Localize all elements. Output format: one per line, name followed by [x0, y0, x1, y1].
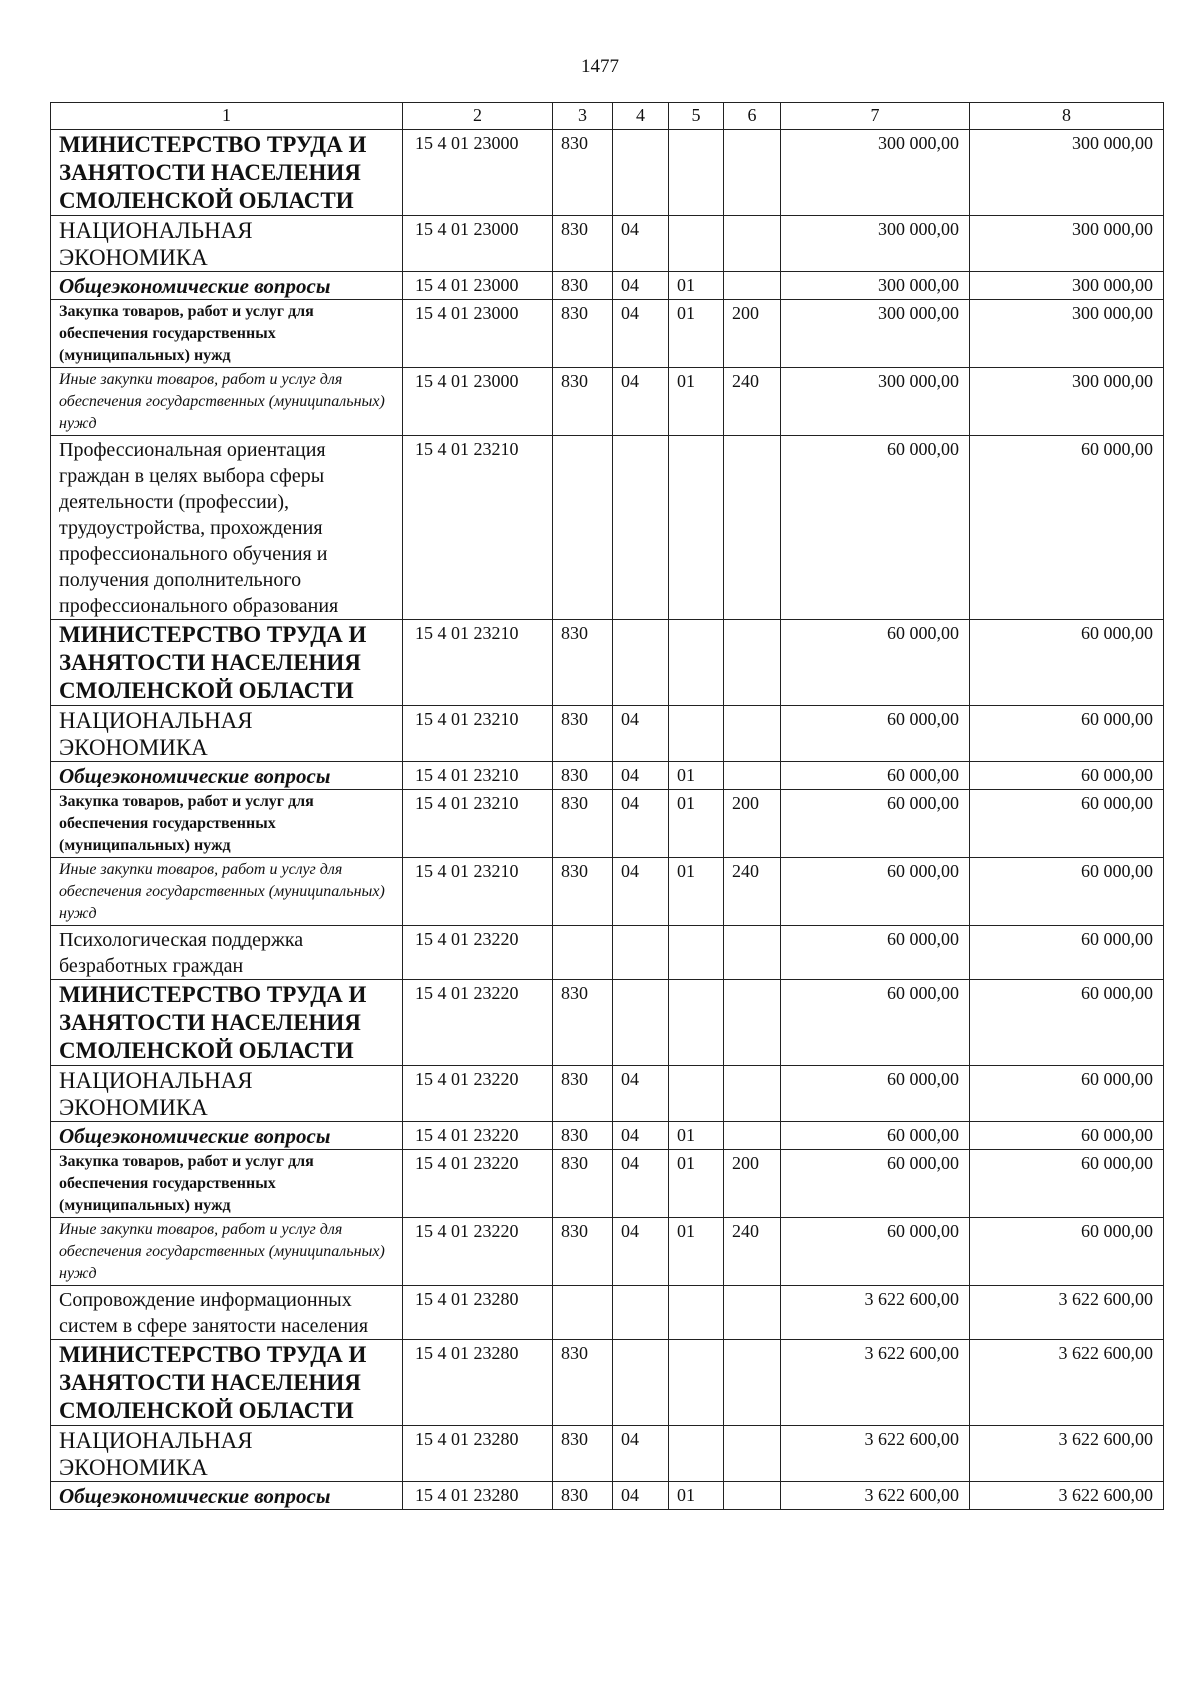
table-row — [51, 620, 1164, 706]
row-name: Закупка товаров, работ и услуг для обеспечения государственных (муниципальных) нужд — [51, 790, 403, 858]
amount-year-2: 60 000,00 — [970, 926, 1164, 980]
target-article-code: 15 4 01 23210 — [403, 762, 553, 790]
ministry-code: 830 — [553, 272, 613, 300]
column-header: 4 — [613, 103, 669, 130]
expense-type-code — [724, 272, 781, 300]
table-row — [51, 706, 1164, 762]
section-code: 04 — [613, 1482, 669, 1510]
amount-year-2: 300 000,00 — [970, 272, 1164, 300]
row-name: Сопровождение информационных систем в сфере занятости населения — [51, 1286, 403, 1340]
table-row — [51, 1122, 1164, 1150]
target-article-code: 15 4 01 23210 — [403, 436, 553, 620]
column-header: 2 — [403, 103, 553, 130]
budget-table — [50, 102, 1164, 1510]
ministry-code: 830 — [553, 368, 613, 436]
amount-year-1: 3 622 600,00 — [781, 1286, 970, 1340]
row-name: Психологическая поддержка безработных граждан — [51, 926, 403, 980]
amount-year-2: 60 000,00 — [970, 1150, 1164, 1218]
amount-year-2: 3 622 600,00 — [970, 1426, 1164, 1482]
ministry-code: 830 — [553, 706, 613, 762]
table-row — [51, 1286, 1164, 1340]
table-row — [51, 300, 1164, 368]
section-code: 04 — [613, 762, 669, 790]
target-article-code: 15 4 01 23000 — [403, 272, 553, 300]
ministry-code: 830 — [553, 1150, 613, 1218]
table-row — [51, 1426, 1164, 1482]
subsection-code: 01 — [669, 790, 724, 858]
expense-type-code — [724, 1426, 781, 1482]
amount-year-1: 60 000,00 — [781, 436, 970, 620]
column-header: 3 — [553, 103, 613, 130]
subsection-code — [669, 216, 724, 272]
section-code — [613, 926, 669, 980]
expense-type-code — [724, 1340, 781, 1426]
row-name: МИНИСТЕРСТВО ТРУДА И ЗАНЯТОСТИ НАСЕЛЕНИЯ СМОЛЕНСКОЙ ОБЛАСТИ — [51, 620, 403, 706]
table-row — [51, 216, 1164, 272]
section-code: 04 — [613, 1150, 669, 1218]
amount-year-2: 60 000,00 — [970, 1066, 1164, 1122]
expense-type-code: 240 — [724, 1218, 781, 1286]
amount-year-2: 60 000,00 — [970, 790, 1164, 858]
subsection-code — [669, 980, 724, 1066]
target-article-code: 15 4 01 23220 — [403, 1066, 553, 1122]
target-article-code: 15 4 01 23210 — [403, 790, 553, 858]
ministry-code: 830 — [553, 762, 613, 790]
amount-year-1: 60 000,00 — [781, 1122, 970, 1150]
target-article-code: 15 4 01 23280 — [403, 1426, 553, 1482]
target-article-code: 15 4 01 23000 — [403, 368, 553, 436]
table-row — [51, 130, 1164, 216]
expense-type-code — [724, 436, 781, 620]
section-code: 04 — [613, 216, 669, 272]
amount-year-1: 300 000,00 — [781, 300, 970, 368]
amount-year-2: 60 000,00 — [970, 706, 1164, 762]
row-name: НАЦИОНАЛЬНАЯ ЭКОНОМИКА — [51, 216, 403, 272]
subsection-code: 01 — [669, 762, 724, 790]
row-name: Иные закупки товаров, работ и услуг для обеспечения государственных (муниципальных) нужд — [51, 858, 403, 926]
ministry-code — [553, 436, 613, 620]
column-header: 5 — [669, 103, 724, 130]
amount-year-1: 300 000,00 — [781, 272, 970, 300]
section-code — [613, 620, 669, 706]
section-code: 04 — [613, 1066, 669, 1122]
amount-year-2: 60 000,00 — [970, 1218, 1164, 1286]
row-name: Общеэкономические вопросы — [51, 1122, 403, 1150]
ministry-code: 830 — [553, 980, 613, 1066]
amount-year-2: 300 000,00 — [970, 368, 1164, 436]
table-body — [51, 130, 1164, 1510]
section-code: 04 — [613, 790, 669, 858]
section-code: 04 — [613, 858, 669, 926]
expense-type-code — [724, 130, 781, 216]
amount-year-2: 60 000,00 — [970, 858, 1164, 926]
expense-type-code — [724, 216, 781, 272]
ministry-code: 830 — [553, 790, 613, 858]
subsection-code: 01 — [669, 1218, 724, 1286]
section-code — [613, 980, 669, 1066]
expense-type-code — [724, 620, 781, 706]
amount-year-1: 60 000,00 — [781, 1218, 970, 1286]
table-row — [51, 1340, 1164, 1426]
expense-type-code: 200 — [724, 1150, 781, 1218]
row-name: Общеэкономические вопросы — [51, 1482, 403, 1510]
amount-year-1: 60 000,00 — [781, 620, 970, 706]
expense-type-code: 200 — [724, 300, 781, 368]
target-article-code: 15 4 01 23280 — [403, 1482, 553, 1510]
amount-year-2: 300 000,00 — [970, 300, 1164, 368]
ministry-code: 830 — [553, 130, 613, 216]
amount-year-1: 60 000,00 — [781, 858, 970, 926]
expense-type-code: 200 — [724, 790, 781, 858]
column-header: 6 — [724, 103, 781, 130]
expense-type-code — [724, 1122, 781, 1150]
table-row — [51, 436, 1164, 620]
subsection-code — [669, 926, 724, 980]
amount-year-1: 300 000,00 — [781, 130, 970, 216]
row-name: Иные закупки товаров, работ и услуг для обеспечения государственных (муниципальных) нужд — [51, 1218, 403, 1286]
amount-year-2: 300 000,00 — [970, 216, 1164, 272]
row-name: НАЦИОНАЛЬНАЯ ЭКОНОМИКА — [51, 706, 403, 762]
expense-type-code: 240 — [724, 368, 781, 436]
subsection-code: 01 — [669, 1482, 724, 1510]
amount-year-1: 60 000,00 — [781, 1150, 970, 1218]
row-name: МИНИСТЕРСТВО ТРУДА И ЗАНЯТОСТИ НАСЕЛЕНИЯ СМОЛЕНСКОЙ ОБЛАСТИ — [51, 130, 403, 216]
amount-year-2: 3 622 600,00 — [970, 1340, 1164, 1426]
row-name: Закупка товаров, работ и услуг для обеспечения государственных (муниципальных) нужд — [51, 300, 403, 368]
amount-year-1: 60 000,00 — [781, 926, 970, 980]
subsection-code — [669, 436, 724, 620]
row-name: МИНИСТЕРСТВО ТРУДА И ЗАНЯТОСТИ НАСЕЛЕНИЯ СМОЛЕНСКОЙ ОБЛАСТИ — [51, 1340, 403, 1426]
table-row — [51, 762, 1164, 790]
section-code — [613, 1286, 669, 1340]
amount-year-2: 60 000,00 — [970, 762, 1164, 790]
row-name: Иные закупки товаров, работ и услуг для обеспечения государственных (муниципальных) нужд — [51, 368, 403, 436]
ministry-code: 830 — [553, 858, 613, 926]
table-row — [51, 1150, 1164, 1218]
expense-type-code — [724, 706, 781, 762]
amount-year-1: 3 622 600,00 — [781, 1426, 970, 1482]
table-row — [51, 926, 1164, 980]
row-name: НАЦИОНАЛЬНАЯ ЭКОНОМИКА — [51, 1426, 403, 1482]
row-name: Общеэкономические вопросы — [51, 762, 403, 790]
target-article-code: 15 4 01 23210 — [403, 620, 553, 706]
table-row — [51, 1218, 1164, 1286]
target-article-code: 15 4 01 23280 — [403, 1286, 553, 1340]
expense-type-code — [724, 1286, 781, 1340]
subsection-code — [669, 1340, 724, 1426]
target-article-code: 15 4 01 23220 — [403, 1150, 553, 1218]
target-article-code: 15 4 01 23220 — [403, 1122, 553, 1150]
amount-year-1: 60 000,00 — [781, 790, 970, 858]
subsection-code: 01 — [669, 272, 724, 300]
ministry-code: 830 — [553, 300, 613, 368]
amount-year-2: 60 000,00 — [970, 980, 1164, 1066]
target-article-code: 15 4 01 23210 — [403, 706, 553, 762]
target-article-code: 15 4 01 23280 — [403, 1340, 553, 1426]
amount-year-1: 60 000,00 — [781, 1066, 970, 1122]
amount-year-2: 60 000,00 — [970, 620, 1164, 706]
table-row — [51, 980, 1164, 1066]
table-row — [51, 790, 1164, 858]
ministry-code: 830 — [553, 620, 613, 706]
ministry-code: 830 — [553, 1122, 613, 1150]
subsection-code: 01 — [669, 858, 724, 926]
amount-year-2: 60 000,00 — [970, 436, 1164, 620]
amount-year-2: 3 622 600,00 — [970, 1286, 1164, 1340]
subsection-code — [669, 706, 724, 762]
expense-type-code — [724, 926, 781, 980]
section-code — [613, 130, 669, 216]
ministry-code — [553, 1286, 613, 1340]
row-name: НАЦИОНАЛЬНАЯ ЭКОНОМИКА — [51, 1066, 403, 1122]
subsection-code: 01 — [669, 300, 724, 368]
ministry-code: 830 — [553, 1482, 613, 1510]
ministry-code: 830 — [553, 1218, 613, 1286]
amount-year-1: 300 000,00 — [781, 368, 970, 436]
row-name: Общеэкономические вопросы — [51, 272, 403, 300]
ministry-code — [553, 926, 613, 980]
section-code — [613, 436, 669, 620]
amount-year-2: 3 622 600,00 — [970, 1482, 1164, 1510]
expense-type-code — [724, 762, 781, 790]
column-header: 8 — [970, 103, 1164, 130]
expense-type-code — [724, 1066, 781, 1122]
table-row — [51, 1066, 1164, 1122]
section-code: 04 — [613, 1122, 669, 1150]
target-article-code: 15 4 01 23210 — [403, 858, 553, 926]
section-code: 04 — [613, 1218, 669, 1286]
section-code: 04 — [613, 368, 669, 436]
table-row — [51, 272, 1164, 300]
subsection-code: 01 — [669, 1122, 724, 1150]
row-name: МИНИСТЕРСТВО ТРУДА И ЗАНЯТОСТИ НАСЕЛЕНИЯ СМОЛЕНСКОЙ ОБЛАСТИ — [51, 980, 403, 1066]
amount-year-2: 60 000,00 — [970, 1122, 1164, 1150]
subsection-code — [669, 1426, 724, 1482]
column-header: 1 — [51, 103, 403, 130]
subsection-code: 01 — [669, 368, 724, 436]
amount-year-2: 300 000,00 — [970, 130, 1164, 216]
target-article-code: 15 4 01 23220 — [403, 1218, 553, 1286]
column-header: 7 — [781, 103, 970, 130]
subsection-code — [669, 130, 724, 216]
amount-year-1: 3 622 600,00 — [781, 1340, 970, 1426]
expense-type-code — [724, 980, 781, 1066]
table-row — [51, 1482, 1164, 1510]
target-article-code: 15 4 01 23000 — [403, 300, 553, 368]
expense-type-code: 240 — [724, 858, 781, 926]
ministry-code: 830 — [553, 1066, 613, 1122]
table-row — [51, 858, 1164, 926]
section-code: 04 — [613, 1426, 669, 1482]
section-code — [613, 1340, 669, 1426]
ministry-code: 830 — [553, 1340, 613, 1426]
ministry-code: 830 — [553, 216, 613, 272]
amount-year-1: 3 622 600,00 — [781, 1482, 970, 1510]
target-article-code: 15 4 01 23220 — [403, 980, 553, 1066]
header-row — [51, 103, 1164, 130]
ministry-code: 830 — [553, 1426, 613, 1482]
amount-year-1: 300 000,00 — [781, 216, 970, 272]
target-article-code: 15 4 01 23000 — [403, 216, 553, 272]
page-number: 1477 — [581, 56, 619, 77]
section-code: 04 — [613, 272, 669, 300]
subsection-code — [669, 1066, 724, 1122]
section-code: 04 — [613, 706, 669, 762]
expense-type-code — [724, 1482, 781, 1510]
row-name: Профессиональная ориентация граждан в целях выбора сферы деятельности (профессии), трудоустройства, прохождения профессионального обучения и получения дополнительного профессионального образования — [51, 436, 403, 620]
amount-year-1: 60 000,00 — [781, 980, 970, 1066]
row-name: Закупка товаров, работ и услуг для обеспечения государственных (муниципальных) нужд — [51, 1150, 403, 1218]
subsection-code — [669, 620, 724, 706]
amount-year-1: 60 000,00 — [781, 762, 970, 790]
amount-year-1: 60 000,00 — [781, 706, 970, 762]
table-row — [51, 368, 1164, 436]
subsection-code: 01 — [669, 1150, 724, 1218]
subsection-code — [669, 1286, 724, 1340]
section-code: 04 — [613, 300, 669, 368]
target-article-code: 15 4 01 23000 — [403, 130, 553, 216]
target-article-code: 15 4 01 23220 — [403, 926, 553, 980]
